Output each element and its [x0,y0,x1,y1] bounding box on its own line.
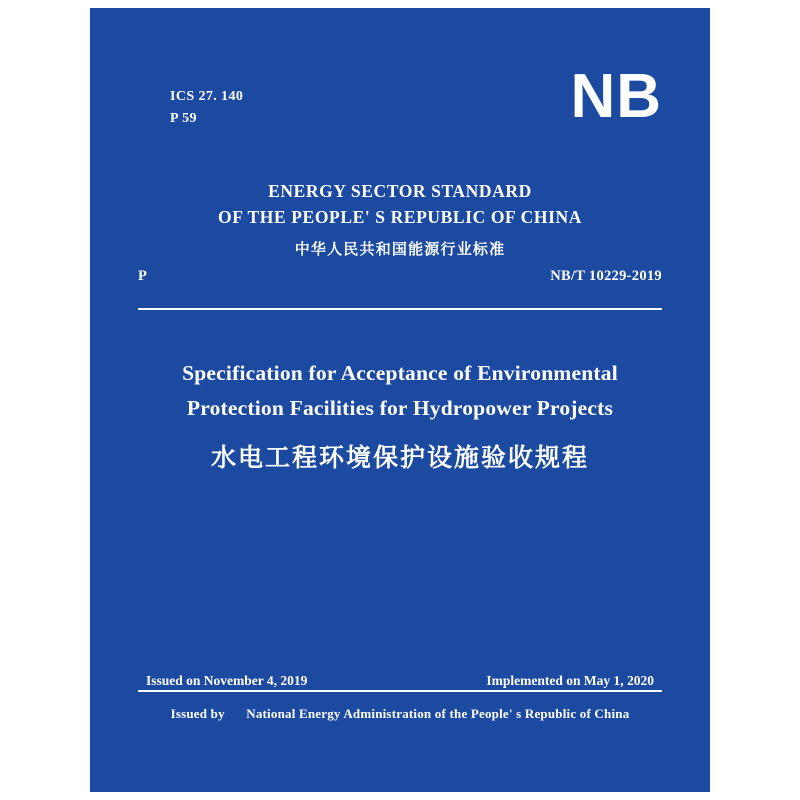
issued-by-label: Issued by [170,706,225,721]
standard-category-letter: P [138,268,148,284]
dates-row [146,673,654,689]
title-english-line-2: Protection Facilities for Hydropower Projects [186,395,614,420]
title-english-line-1: Specification for Acceptance of Environmental [182,361,618,385]
nb-logo: NB [570,62,662,131]
classification-code: P 59 [170,110,197,126]
issuer-row [90,706,710,722]
ics-classification-block [170,86,243,129]
issued-by-value: National Energy Administration of the People' s Republic of China [246,706,630,721]
organization-line-1: ENERGY SECTOR STANDARD [268,181,532,201]
organization-line-2: OF THE PEOPLE' S REPUBLIC OF CHINA [218,207,582,228]
standard-code-row [138,268,662,285]
standard-title-block [144,356,656,474]
issuing-organization-block [90,178,710,259]
issued-on-date: Issued on November 4, 2019 [146,673,308,688]
standard-number: NB/T 10229-2019 [550,268,662,284]
organization-chinese: 中华人民共和国能源行业标准 [294,239,506,258]
divider-bottom [138,690,662,692]
divider-top [138,308,662,310]
standard-cover [90,8,710,792]
implemented-on-date: Implemented on May 1, 2020 [486,673,654,688]
title-chinese: 水电工程环境保护设施验收规程 [210,442,589,472]
ics-number: ICS 27. 140 [170,89,244,104]
